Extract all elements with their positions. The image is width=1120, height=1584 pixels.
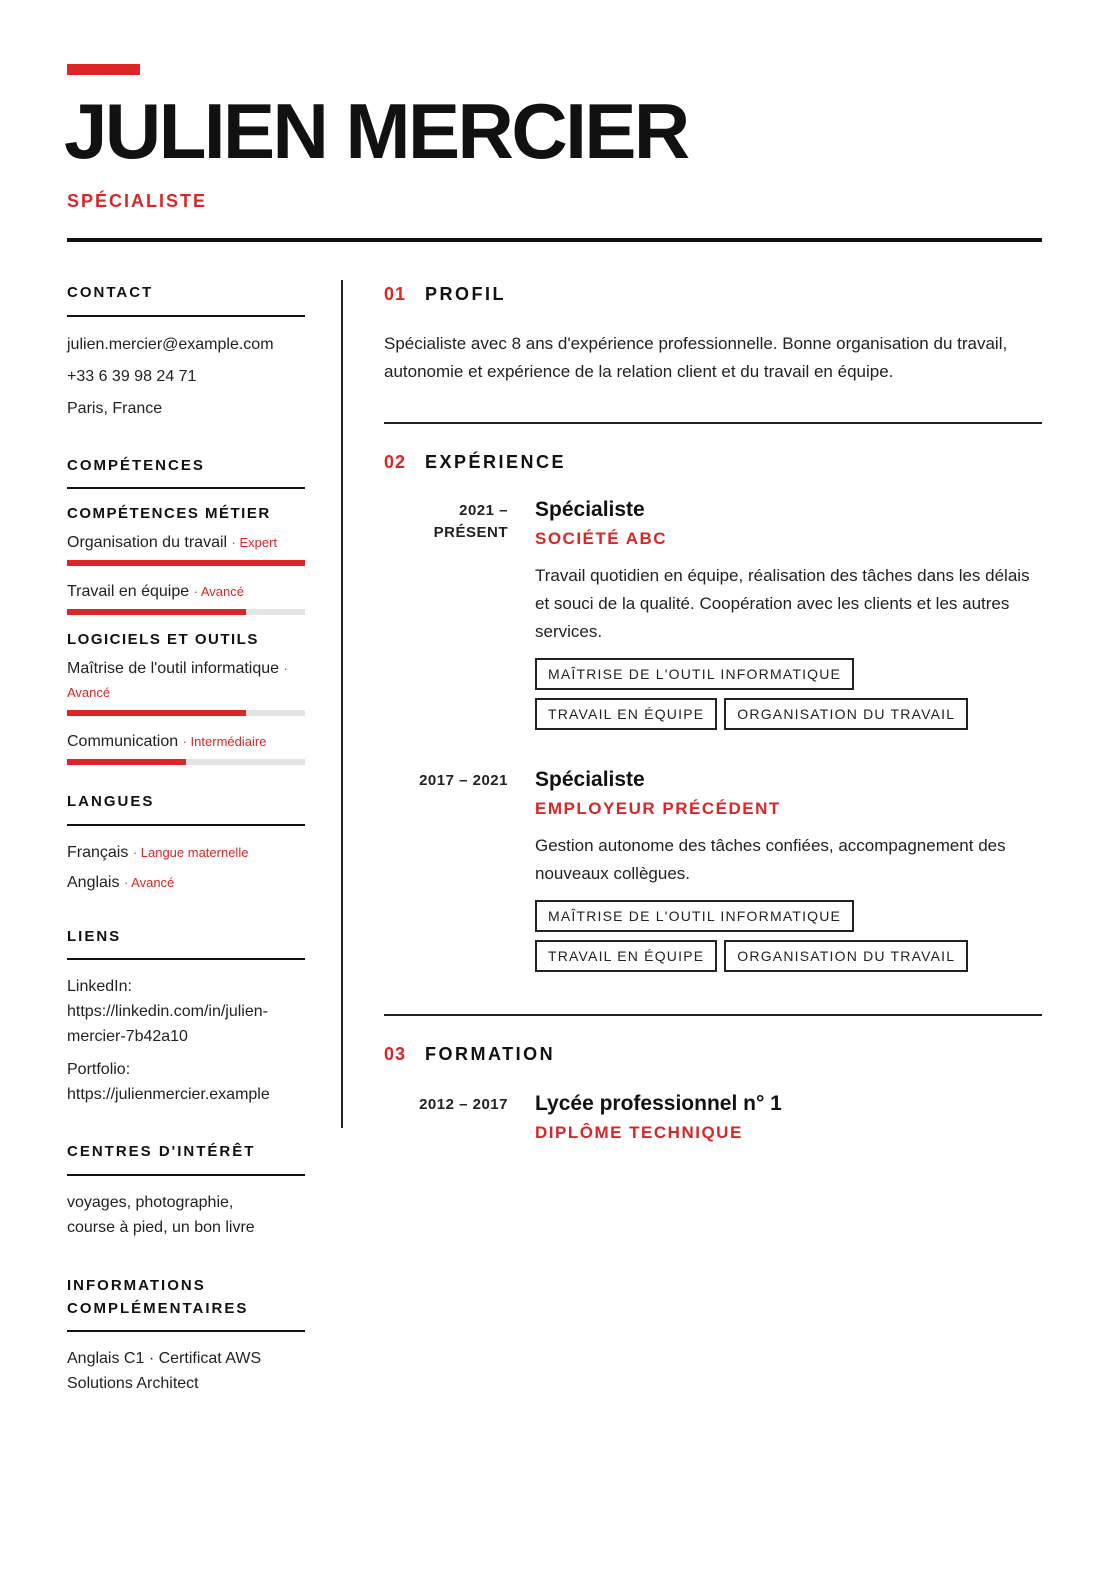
linkedin-link[interactable]: https://linkedin.com/in/julien- (67, 1003, 268, 1020)
skill-name: Organisation du travail (67, 534, 228, 551)
experience-heading (384, 450, 1042, 474)
entry-date (384, 496, 508, 730)
skill-tags (535, 658, 975, 730)
profile-heading (384, 282, 1042, 306)
language-item (67, 838, 305, 868)
entry-degree: DIPLÔME TECHNIQUE (535, 1123, 743, 1142)
skill-tag: MAÎTRISE DE L'OUTIL INFORMATIQUE (535, 658, 854, 690)
skill-bar (67, 759, 305, 765)
skill-bar-fill (67, 560, 305, 566)
section-divider (384, 1014, 1042, 1016)
links-section (67, 926, 305, 1108)
education-entry (384, 1090, 1042, 1146)
extra-info-line: Solutions Architect (67, 1374, 199, 1392)
entry-company: EMPLOYEUR PRÉCÉDENT (535, 799, 781, 818)
interests-section (67, 1141, 305, 1240)
skill-bar (67, 710, 305, 716)
skill-name: Communication (67, 733, 179, 750)
candidate-name: JULIEN MERCIER (64, 87, 688, 175)
section-number: 02 (384, 451, 407, 472)
section-title: EXPÉRIENCE (425, 451, 567, 472)
extra-info-section (67, 1274, 305, 1396)
skills-group-label: COMPÉTENCES MÉTIER (67, 505, 271, 522)
section-title: PROFIL (425, 283, 506, 304)
section-number: 03 (384, 1043, 407, 1064)
skill-bar-fill (67, 710, 246, 716)
language-item (67, 868, 305, 898)
skill-level: · Avancé (67, 661, 288, 700)
linkedin-label: LinkedIn: (67, 978, 132, 995)
skill-name: Travail en équipe (67, 583, 190, 600)
entry-description: Gestion autonome des tâches confiées, accompagnement des nouveaux collègues. (535, 836, 1006, 883)
accent-bar (67, 64, 140, 75)
entry-date (384, 766, 508, 972)
skill-item (67, 730, 305, 765)
entry-company: SOCIÉTÉ ABC (535, 529, 668, 548)
extra-info-line: Anglais C1 · Certificat AWS (67, 1349, 262, 1367)
skill-item (67, 657, 305, 716)
skill-level: · Intermédiaire (182, 734, 267, 749)
profile-section (384, 282, 1042, 386)
extra-info-heading (67, 1274, 305, 1332)
section-title: FORMATION (425, 1043, 556, 1064)
skill-tag: TRAVAIL EN ÉQUIPE (535, 698, 717, 730)
linkedin-link-cont[interactable]: mercier-7b42a10 (67, 1028, 188, 1045)
experience-entry (384, 496, 1042, 730)
skill-bar (67, 609, 305, 615)
contact-heading: CONTACT (67, 282, 305, 317)
entry-school: Lycée professionnel n° 1 (535, 1092, 782, 1115)
interests-heading: CENTRES D'INTÉRÊT (67, 1141, 305, 1176)
skill-level: · Avancé (193, 584, 244, 599)
education-section (384, 1042, 1042, 1146)
experience-section (384, 450, 1042, 972)
skill-tag: TRAVAIL EN ÉQUIPE (535, 940, 717, 972)
column-divider (341, 280, 343, 1128)
job-title: SPÉCIALISTE (67, 191, 208, 211)
contact-section (67, 282, 305, 425)
skill-bar-fill (67, 759, 186, 765)
sidebar (67, 282, 305, 1426)
education-heading (384, 1042, 1042, 1066)
skill-tag: ORGANISATION DU TRAVAIL (724, 940, 968, 972)
extra-info-heading-line: INFORMATIONS (67, 1276, 206, 1294)
skills-heading: COMPÉTENCES (67, 455, 305, 490)
language-name: Anglais (67, 873, 120, 891)
language-level: · Avancé (123, 874, 175, 890)
skill-tags (535, 900, 975, 972)
main-content (384, 282, 1042, 1146)
skill-bar (67, 560, 305, 566)
skill-level: · Expert (231, 535, 278, 550)
entry-date: 2012 – 2017 (419, 1096, 508, 1113)
skill-tag: MAÎTRISE DE L'OUTIL INFORMATIQUE (535, 900, 854, 932)
links-heading: LIENS (67, 926, 305, 961)
skills-group-label: LOGICIELS ET OUTILS (67, 631, 259, 648)
portfolio-label: Portfolio: (67, 1061, 131, 1078)
section-divider (384, 422, 1042, 424)
header-divider (67, 238, 1042, 242)
interests-line: course à pied, un bon livre (67, 1218, 255, 1236)
entry-description: Travail quotidien en équipe, réalisation des tâches dans les délais et souci de la qualité. Coopération avec les clients et les autres services. (535, 566, 1030, 641)
interests-line: voyages, photographie, (67, 1193, 234, 1211)
extra-info-heading-line: COMPLÉMENTAIRES (67, 1299, 249, 1317)
skill-item (67, 531, 305, 566)
skills-section (67, 455, 305, 766)
experience-entry (384, 766, 1042, 972)
language-name: Français (67, 843, 129, 861)
contact-phone[interactable]: +33 6 39 98 24 71 (67, 367, 197, 385)
profile-summary: Spécialiste avec 8 ans d'expérience professionnelle. Bonne organisation du travail, autonomie et expérience de la relation client et du travail en équipe. (384, 334, 1008, 381)
contact-email[interactable]: julien.mercier@example.com (67, 335, 274, 353)
skill-tag: ORGANISATION DU TRAVAIL (724, 698, 968, 730)
skill-item (67, 580, 305, 615)
entry-date-line: 2017 – 2021 (419, 772, 508, 789)
languages-section (67, 791, 305, 898)
entry-date-line: 2021 – (459, 502, 508, 519)
section-number: 01 (384, 283, 407, 304)
skill-name: Maîtrise de l'outil informatique (67, 660, 280, 677)
entry-role: Spécialiste (535, 498, 645, 521)
languages-heading: LANGUES (67, 791, 305, 826)
skill-bar-fill (67, 609, 246, 615)
entry-date-line: PRÉSENT (433, 524, 508, 541)
contact-location: Paris, France (67, 399, 163, 417)
language-level: · Langue maternelle (132, 844, 249, 860)
entry-role: Spécialiste (535, 768, 645, 791)
portfolio-link[interactable]: https://julienmercier.example (67, 1086, 270, 1103)
